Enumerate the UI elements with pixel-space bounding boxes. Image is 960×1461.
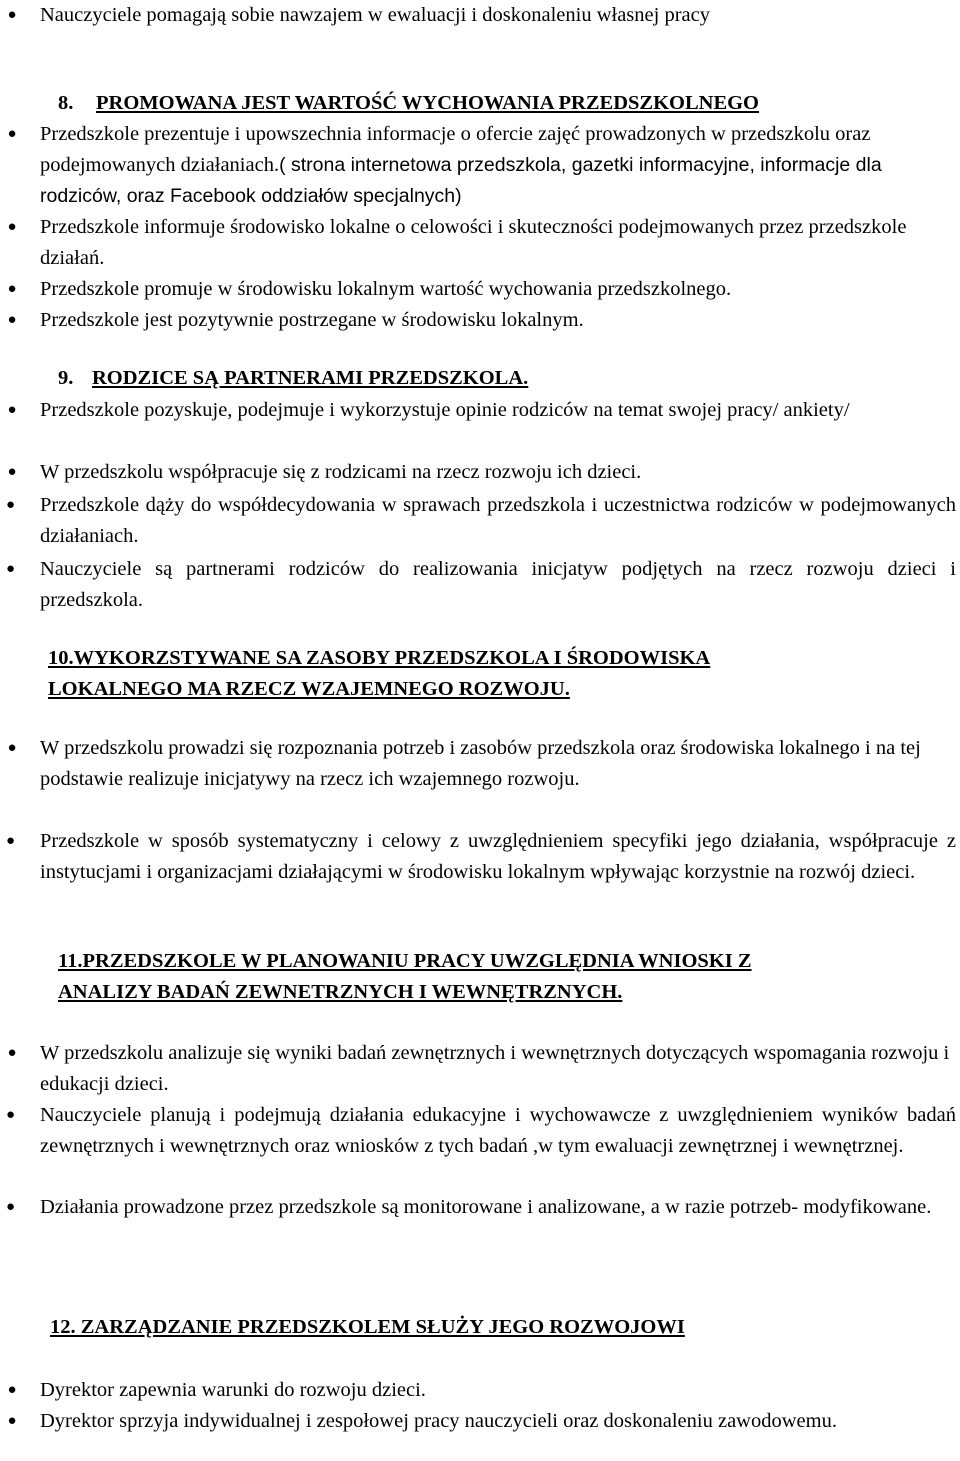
section-heading-8 (58, 88, 759, 119)
list-item-text: Przedszkole prezentuje i upowszechnia informacje o ofercie zajęć prowadzonych w przedszkolu oraz podejmowanych działaniach. (40, 123, 871, 176)
bullet-icon: ● (7, 1382, 17, 1398)
bullet-icon: ● (6, 1107, 16, 1123)
heading-text-line-2: ANALIZY BADAŃ ZEWNETRZNYCH I WEWNĘTRZNYCH. (58, 981, 623, 1003)
bullet-icon: ● (6, 833, 16, 849)
list-item-text: Nauczyciele pomagają sobie nawzajem w ewaluacji i doskonaleniu własnej pracy (40, 4, 710, 26)
bullet-icon: ● (7, 126, 17, 142)
bullet-icon: ● (7, 219, 17, 235)
list-item (7, 0, 956, 31)
bullet-icon: ● (6, 561, 16, 577)
section-heading-11 (58, 946, 752, 1008)
bullet-icon: ● (7, 1045, 17, 1061)
list-item-text: Przedszkole promuje w środowisku lokalnym wartość wychowania przedszkolnego. (40, 278, 732, 300)
list-item-text: Przedszkole w sposób systematyczny i celowy z uwzględnieniem specyfiki jego działania, współpracuje z instytucjami i organizacjami działającymi w środowisku lokalnym wpływając korzystnie na rozwój dzieci. (40, 830, 956, 883)
list-item (7, 1038, 956, 1100)
list-item-text: W przedszkolu prowadzi się rozpoznania potrzeb i zasobów przedszkola oraz środowiska lokalnego i na tej podstawie realizuje inicjatywy na rzecz ich wzajemnego rozwoju. (40, 737, 921, 790)
bullet-icon: ● (7, 281, 17, 297)
bullet-icon: ● (7, 7, 17, 23)
bullet-icon: ● (7, 1413, 17, 1429)
list-item-text: Przedszkole jest pozytywnie postrzegane w środowisku lokalnym. (40, 309, 584, 331)
list-item (6, 1192, 956, 1223)
list-item (6, 554, 956, 616)
bullet-icon: ● (6, 1199, 16, 1215)
heading-number: 9. (58, 367, 74, 389)
bullet-icon: ● (7, 464, 17, 480)
list-item-text: Nauczyciele są partnerami rodziców do realizowania inicjatyw podjętych na rzecz rozwoju dzieci i przedszkola. (40, 558, 956, 611)
list-item-text: W przedszkolu współpracuje się z rodzicami na rzecz rozwoju ich dzieci. (40, 461, 642, 483)
list-item (7, 1406, 956, 1437)
list-item (6, 826, 956, 888)
list-item (7, 274, 956, 305)
list-item-text: Przedszkole informuje środowisko lokalne o celowości i skuteczności podejmowanych przez przedszkole działań. (40, 216, 907, 269)
list-item (7, 305, 956, 336)
bullet-icon: ● (7, 740, 17, 756)
list-item-text: W przedszkolu analizuje się wyniki badań zewnętrznych i wewnętrznych dotyczących wspomagania rozwoju i edukacji dzieci. (40, 1042, 950, 1095)
list-item (7, 119, 956, 212)
list-item (7, 733, 956, 795)
list-item (7, 395, 956, 426)
heading-number: 8. (58, 92, 74, 114)
heading-text: RODZICE SĄ PARTNERAMI PRZEDSZKOLA. (92, 367, 529, 389)
list-item-text: Dyrektor sprzyja indywidualnej i zespołowej pracy nauczycieli oraz doskonaleniu zawodowemu. (40, 1410, 837, 1432)
bullet-icon: ● (7, 312, 17, 328)
list-item-text: Przedszkole pozyskuje, podejmuje i wykorzystuje opinie rodziców na temat swojej pracy/ ankiety/ (40, 399, 850, 421)
heading-text: 12. ZARZĄDZANIE PRZEDSZKOLEM SŁUŻY JEGO ROZWOJOWI (50, 1316, 685, 1338)
heading-text-line-1: 10.WYKORZSTYWANE SA ZASOBY PRZEDSZKOLA I ŚRODOWISKA (48, 647, 711, 669)
bullet-icon: ● (7, 402, 17, 418)
section-heading-9 (58, 363, 528, 394)
list-item (7, 212, 956, 274)
list-item (7, 1375, 956, 1406)
list-item (6, 1100, 956, 1162)
list-item-text: Przedszkole dąży do współdecydowania w sprawach przedszkola i uczestnictwa rodziców w podejmowanych działaniach. (40, 494, 956, 547)
list-item-text: Nauczyciele planują i podejmują działania edukacyjne i wychowawcze z uwzględnieniem wyników badań zewnętrznych i wewnętrznych oraz wniosków z tych badań ,w tym ewaluacji zewnętrznej i wewnętrznej. (40, 1104, 956, 1157)
list-item-text: Dyrektor zapewnia warunki do rozwoju dzieci. (40, 1379, 426, 1401)
list-item (7, 457, 956, 488)
bullet-icon: ● (6, 497, 16, 513)
heading-text-line-1: 11.PRZEDSZKOLE W PLANOWANIU PRACY UWZGLĘDNIA WNIOSKI Z (58, 950, 752, 972)
section-heading-10 (48, 643, 710, 705)
list-item-text: Działania prowadzone przez przedszkole są monitorowane i analizowane, a w razie potrzeb- modyfikowane. (40, 1196, 932, 1218)
section-heading-12 (50, 1312, 685, 1343)
heading-text-line-2: LOKALNEGO MA RZECZ WZAJEMNEGO ROZWOJU (48, 678, 565, 700)
heading-tail: . (564, 678, 570, 700)
list-item-note: ( strona internetowa przedszkola, gazetki informacyjne, informacje dla rodziców, oraz Facebook oddziałów specjalnych) (40, 154, 882, 207)
list-item (6, 490, 956, 552)
heading-text: PROMOWANA JEST WARTOŚĆ WYCHOWANIA PRZEDSZKOLNEGO (96, 92, 760, 114)
